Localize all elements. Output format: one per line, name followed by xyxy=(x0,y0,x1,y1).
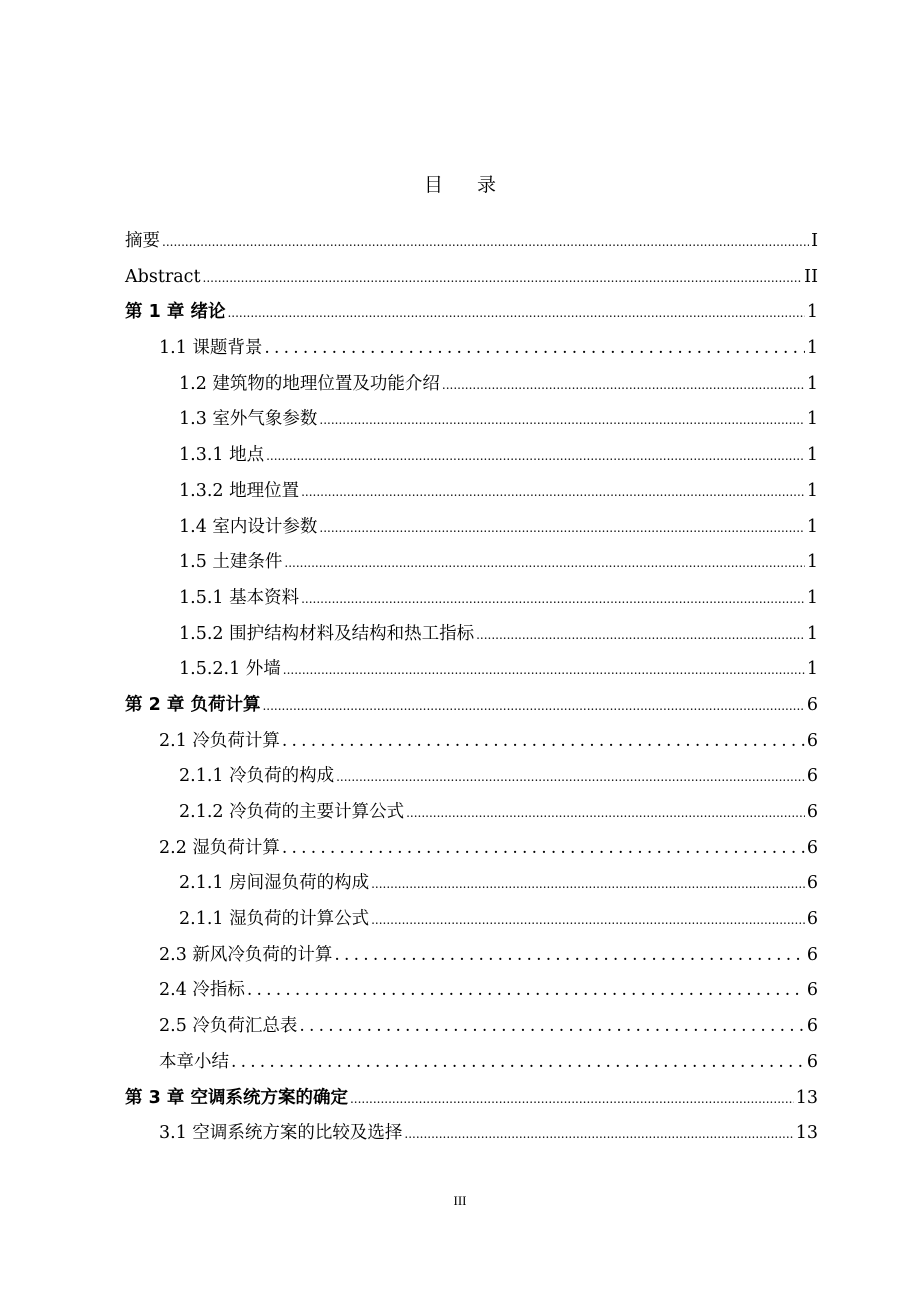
toc-entry-page: 1 xyxy=(806,302,818,323)
dot-leader xyxy=(336,760,805,796)
toc-entry-label: 1.3.1 地点 xyxy=(179,445,265,466)
toc-entry[interactable] xyxy=(125,367,818,403)
toc-entry-page: 13 xyxy=(795,1087,818,1108)
dot-leader xyxy=(247,973,805,1009)
dot-leader xyxy=(227,296,804,332)
toc-entry-page: 6 xyxy=(806,694,818,715)
toc-entry[interactable] xyxy=(125,510,818,546)
table-of-contents xyxy=(125,224,818,1152)
dot-leader xyxy=(334,938,804,974)
dot-leader xyxy=(266,439,805,475)
toc-entry-label: 第 1 章 绪论 xyxy=(125,302,226,323)
toc-entry[interactable] xyxy=(125,331,818,367)
toc-entry-page: II xyxy=(804,266,818,287)
dot-leader xyxy=(231,1045,805,1081)
toc-entry[interactable] xyxy=(125,1009,818,1045)
dot-leader xyxy=(371,867,805,903)
dot-leader xyxy=(282,724,805,760)
dot-leader xyxy=(350,1082,794,1118)
dot-leader xyxy=(404,1117,793,1153)
toc-entry[interactable] xyxy=(125,1045,818,1081)
toc-entry-label: 2.3 新风冷负荷的计算 xyxy=(159,944,333,965)
toc-entry-page: 6 xyxy=(806,944,818,965)
dot-leader xyxy=(371,903,805,939)
toc-entry-page: 6 xyxy=(806,909,818,930)
dot-leader xyxy=(319,511,804,547)
toc-entry-label: 2.2 湿负荷计算 xyxy=(159,837,280,858)
toc-entry-label: 1.1 课题背景 xyxy=(159,338,263,359)
toc-entry[interactable] xyxy=(125,224,818,260)
dot-leader xyxy=(301,475,805,511)
toc-entry-label: 1.3.2 地理位置 xyxy=(179,480,300,501)
dot-leader xyxy=(283,653,805,689)
toc-entry-page: 1 xyxy=(806,338,818,359)
dot-leader xyxy=(264,331,804,367)
toc-entry[interactable] xyxy=(125,260,818,296)
toc-entry-page: 1 xyxy=(806,587,818,608)
toc-entry-page: 13 xyxy=(795,1123,818,1144)
toc-entry-label: 1.5.2 围护结构材料及结构和热工指标 xyxy=(179,623,475,644)
dot-leader xyxy=(476,618,805,654)
toc-entry-label: 1.5.2.1 外墙 xyxy=(179,659,281,680)
toc-entry[interactable] xyxy=(125,545,818,581)
toc-entry-label: 本章小结 xyxy=(159,1051,229,1072)
toc-entry-page: 1 xyxy=(806,373,818,394)
toc-entry-page: 1 xyxy=(806,409,818,430)
dot-leader xyxy=(284,546,804,582)
toc-entry-label: 1.2 建筑物的地理位置及功能介绍 xyxy=(179,373,440,394)
toc-entry-label: 2.1.2 冷负荷的主要计算公式 xyxy=(179,802,405,822)
dot-leader xyxy=(282,831,805,867)
toc-entry[interactable] xyxy=(125,973,818,1009)
toc-entry-page: I xyxy=(811,231,818,251)
toc-entry-label: 2.5 冷负荷汇总表 xyxy=(159,1016,298,1037)
toc-entry[interactable] xyxy=(125,1116,818,1152)
toc-entry-label: 1.5.1 基本资料 xyxy=(179,587,300,608)
toc-entry-label: 1.5 土建条件 xyxy=(179,552,283,573)
toc-entry-page: 1 xyxy=(806,552,818,573)
dot-leader xyxy=(203,261,803,297)
toc-entry-page: 6 xyxy=(806,766,818,787)
toc-entry-page: 1 xyxy=(806,480,818,501)
toc-entry-label: 2.1.1 湿负荷的计算公式 xyxy=(179,909,370,930)
toc-entry[interactable] xyxy=(125,581,818,617)
toc-entry[interactable] xyxy=(125,759,818,795)
toc-title: 目 录 xyxy=(423,174,511,196)
toc-entry-page: 1 xyxy=(806,445,818,466)
page-number: III xyxy=(453,1193,467,1208)
toc-entry[interactable] xyxy=(125,831,818,867)
toc-entry-label: Abstract xyxy=(125,266,201,287)
toc-entry-page: 6 xyxy=(806,1051,818,1072)
toc-entry-label: 2.1.1 房间湿负荷的构成 xyxy=(179,873,370,894)
toc-entry[interactable] xyxy=(125,402,818,438)
dot-leader xyxy=(301,582,805,618)
toc-entry-label: 1.4 室内设计参数 xyxy=(179,516,318,537)
toc-entry-label: 2.1.1 冷负荷的构成 xyxy=(179,766,335,787)
toc-entry-page: 1 xyxy=(806,623,818,644)
toc-entry[interactable] xyxy=(125,688,818,724)
toc-entry[interactable] xyxy=(125,938,818,974)
dot-leader xyxy=(442,368,805,404)
toc-entry[interactable] xyxy=(125,295,818,331)
toc-entry-label: 1.3 室外气象参数 xyxy=(179,409,318,430)
toc-entry[interactable] xyxy=(125,617,818,653)
toc-entry[interactable] xyxy=(125,795,818,831)
toc-entry-page: 1 xyxy=(806,516,818,537)
toc-entry-label: 3.1 空调系统方案的比较及选择 xyxy=(159,1123,403,1144)
toc-entry-label: 第 3 章 空调系统方案的确定 xyxy=(125,1087,348,1108)
toc-entry-page: 1 xyxy=(806,659,818,680)
toc-entry-page: 6 xyxy=(806,837,818,858)
toc-entry-label: 第 2 章 负荷计算 xyxy=(125,694,261,715)
dot-leader xyxy=(262,689,804,725)
toc-entry[interactable] xyxy=(125,866,818,902)
toc-entry-page: 6 xyxy=(806,873,818,894)
toc-entry-page: 6 xyxy=(806,802,818,822)
toc-entry-page: 6 xyxy=(806,980,818,1001)
toc-entry[interactable] xyxy=(125,724,818,760)
toc-entry[interactable] xyxy=(125,474,818,510)
toc-entry[interactable] xyxy=(125,902,818,938)
toc-entry[interactable] xyxy=(125,1081,818,1117)
dot-leader xyxy=(162,225,809,261)
toc-entry[interactable] xyxy=(125,438,818,474)
toc-entry-label: 2.4 冷指标 xyxy=(159,980,245,1001)
toc-entry[interactable] xyxy=(125,652,818,688)
dot-leader xyxy=(406,796,805,832)
dot-leader xyxy=(319,403,804,439)
toc-entry-label: 摘要 xyxy=(125,231,160,251)
toc-entry-page: 6 xyxy=(806,730,818,751)
dot-leader xyxy=(299,1009,804,1045)
toc-entry-label: 2.1 冷负荷计算 xyxy=(159,730,280,751)
toc-entry-page: 6 xyxy=(806,1016,818,1037)
